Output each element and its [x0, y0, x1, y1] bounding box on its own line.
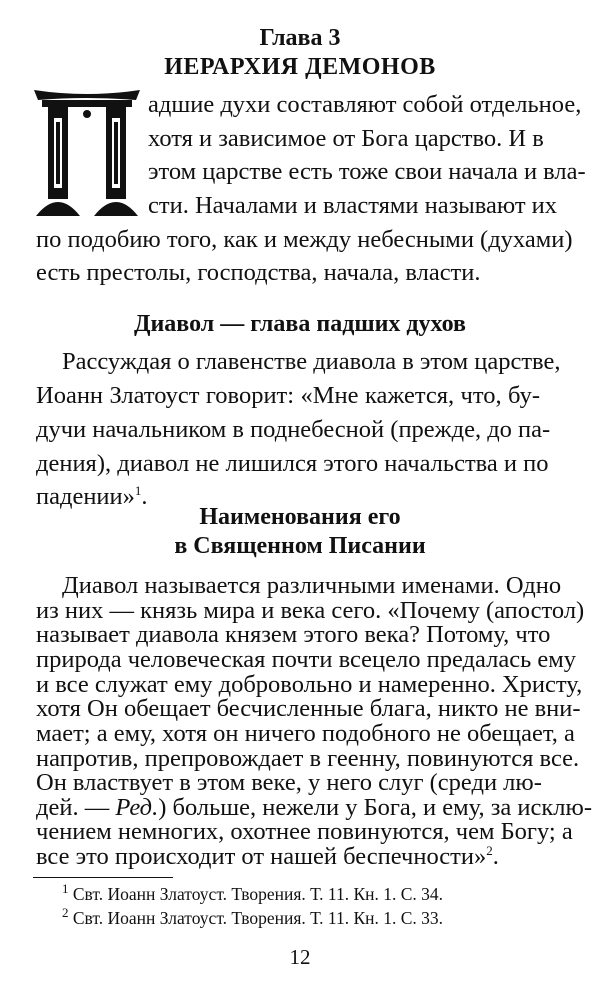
- text-run: дей. —: [36, 793, 110, 821]
- chapter-number: Глава 3: [259, 25, 341, 51]
- section-heading-line-1: Наименования его: [199, 504, 401, 530]
- text-line: есть престолы, господства, начала, власти.: [36, 259, 481, 286]
- text-line: природа человеческая почти всецело предалась ему: [36, 645, 576, 673]
- section-heading: Диавол — глава падших духов: [133, 311, 467, 337]
- text-line: дения), диавол не лишился этого начальства и по: [36, 450, 549, 477]
- text-line: называет диавола князем этого века? Потому, что: [36, 621, 551, 649]
- text-line: мает; а ему, хотя он ничего подобного не обещает, а: [36, 719, 575, 747]
- page-number: 12: [289, 945, 311, 969]
- footnote-mark: 1: [62, 881, 69, 897]
- chapter-title: ИЕРАРХИЯ ДЕМОНОВ: [164, 54, 436, 80]
- text-line: сти. Началами и властями называют их: [148, 192, 558, 219]
- footnote-1: [62, 881, 444, 905]
- text-line: Диавол называется различными именами. Одно: [62, 572, 562, 599]
- text-line: из них — князь мира и века сего. «Почему (апостол): [36, 596, 585, 624]
- text-line: адшие духи составляют собой отдельное,: [148, 91, 582, 118]
- drop-cap-ornament-icon: [32, 88, 142, 218]
- footnote-2: [62, 905, 444, 929]
- footnote-mark: 2: [62, 905, 69, 921]
- text-line: этом царстве есть тоже свои начала и вла-: [148, 158, 586, 185]
- text-line: [36, 842, 499, 872]
- italic-abbreviation: Ред.: [115, 793, 159, 821]
- text-run: .: [141, 483, 148, 510]
- text-line: Он властвует в этом веке, у него слуг (среди лю-: [36, 769, 542, 797]
- text-line: и все служат ему добровольно и намеренно. Христу,: [36, 670, 583, 698]
- text-run: падении»: [36, 483, 135, 510]
- text-run: ) больше, нежели у Бога, и ему, за исклю-: [158, 793, 592, 821]
- text-line: дучи начальником в поднебесной (прежде, до па-: [36, 416, 551, 443]
- section-heading-line-2: в Священном Писании: [174, 533, 426, 559]
- text-line: хотя и зависимое от Бога царство. И в: [148, 125, 544, 152]
- footnote-ref: 1: [134, 482, 142, 498]
- text-line: хотя Он обещает бесчисленные блага, никто не вни-: [36, 695, 581, 723]
- text-run: .: [492, 843, 499, 870]
- text-line: чением немногих, охотнее повинуются, чем Богу; а: [36, 818, 573, 846]
- footnote-text: Свт. Иоанн Златоуст. Творения. Т. 11. Кн. 1. С. 33.: [72, 908, 444, 928]
- footnote-separator: [33, 877, 173, 878]
- text-line: Рассуждая о главенстве диавола в этом царстве,: [62, 348, 561, 375]
- text-line: Иоанн Златоуст говорит: «Мне кажется, что, бу-: [36, 382, 540, 409]
- footnote-text: Свт. Иоанн Златоуст. Творения. Т. 11. Кн. 1. С. 34.: [72, 884, 444, 904]
- text-run: все это происходит от нашей беспечности»: [36, 843, 487, 870]
- footnote-ref: 2: [486, 842, 493, 858]
- text-line: по подобию того, как и между небесными (духами): [36, 226, 573, 253]
- text-line: напротив, препровождает в геенну, повинуются все.: [36, 744, 580, 772]
